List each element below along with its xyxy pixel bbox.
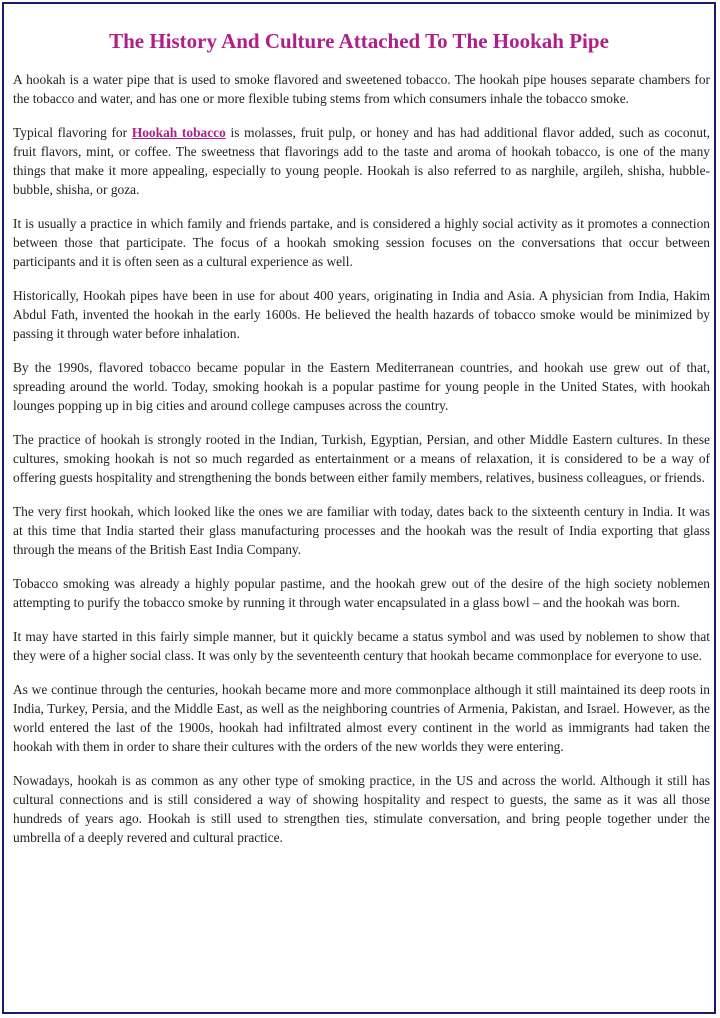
paragraph-flavoring-after: is molasses, fruit pulp, or honey and has had additional flavor added, such as coconut, fruit flavors, mint, or coffee. The sweetness that flavorings add to the taste and aroma of hookah tobacco, is one of the many things that make it more appealing, especially to young people. Hookah is also referred to as narghile, argileh, shisha, hubble-bubble, shisha, or goza. <box>13 125 711 197</box>
page-title: The History And Culture Attached To The Hookah Pipe <box>109 29 609 53</box>
paragraph-tobacco-pastime: Tobacco smoking was already a highly popular pastime, and the hookah grew out of the desire of the high society noblemen attempting to purify the tobacco smoke by running it through water encapsulated in a glass bowl – and the hookah was born. <box>13 576 710 610</box>
paragraph-flavoring-before: Typical flavoring for <box>13 125 132 140</box>
paragraph-intro: A hookah is a water pipe that is used to smoke flavored and sweetened tobacco. The hookah pipe houses separate chambers for the tobacco and water, and has one or more flexible tubing stems from which consumers inhale the tobacco smoke. <box>13 72 710 106</box>
paragraph-nowadays: Nowadays, hookah is as common as any other type of smoking practice, in the US and across the world. Although it still has cultural connections and is still considered a way of showing hospitality and respect to guests, the same as it was all those hundreds of years ago. Hookah is still used to strengthen ties, stimulate conversation, and bring people together under the umbrella of a deeply revered and cultural practice. <box>13 773 710 845</box>
paragraph-historical: Historically, Hookah pipes have been in use for about 400 years, originating in India and Asia. A physician from India, Hakim Abdul Fath, invented the hookah in the early 1600s. He believed the health hazards of tobacco smoke would be minimized by passing it through water before inhalation. <box>13 288 710 341</box>
paragraph-first-hookah: The very first hookah, which looked like the ones we are familiar with today, dates back to the sixteenth century in India. It was at this time that India started their glass manufacturing processes and the hookah was the result of India exporting that glass through the means of the British East India Company. <box>13 504 710 557</box>
paragraph-social: It is usually a practice in which family and friends partake, and is considered a highly social activity as it promotes a connection between those that participate. The focus of a hookah smoking session focuses on the conversations that occur between participants and it is often seen as a cultural experience as well. <box>13 216 710 269</box>
paragraph-status-symbol: It may have started in this fairly simple manner, but it quickly became a status symbol and was used by noblemen to show that they were of a higher social class. It was only by the seventeenth century that hookah became commonplace for everyone to use. <box>13 629 710 663</box>
hookah-tobacco-link[interactable]: Hookah tobacco <box>131 125 226 140</box>
paragraph-1990s: By the 1990s, flavored tobacco became popular in the Eastern Mediterranean countries, and hookah use grew out of that, spreading around the world. Today, smoking hookah is a popular pastime for young people in the United States, with hookah lounges popping up in big cities and around college campuses across the country. <box>13 360 710 413</box>
document-page <box>2 2 716 1014</box>
article-body <box>13 70 710 862</box>
paragraph-centuries: As we continue through the centuries, hookah became more and more commonplace although it still maintained its deep roots in India, Turkey, Persia, and the Middle East, as well as the neighboring countries of Armenia, Pakistan, and Israel. However, as the world entered the last of the 1900s, hookah had infiltrated almost every continent in the world as immigrants had taken the hookah with them in order to share their cultures with the orders of the new worlds they were entering. <box>13 682 710 754</box>
paragraph-flavoring <box>13 123 710 199</box>
paragraph-cultures: The practice of hookah is strongly rooted in the Indian, Turkish, Egyptian, Persian, and other Middle Eastern cultures. In these cultures, smoking hookah is not so much regarded as entertainment or a means of relaxation, it is considered to be a way of offering guests hospitality and strengthening the bonds between either family members, relatives, business colleagues, or friends. <box>13 432 710 485</box>
